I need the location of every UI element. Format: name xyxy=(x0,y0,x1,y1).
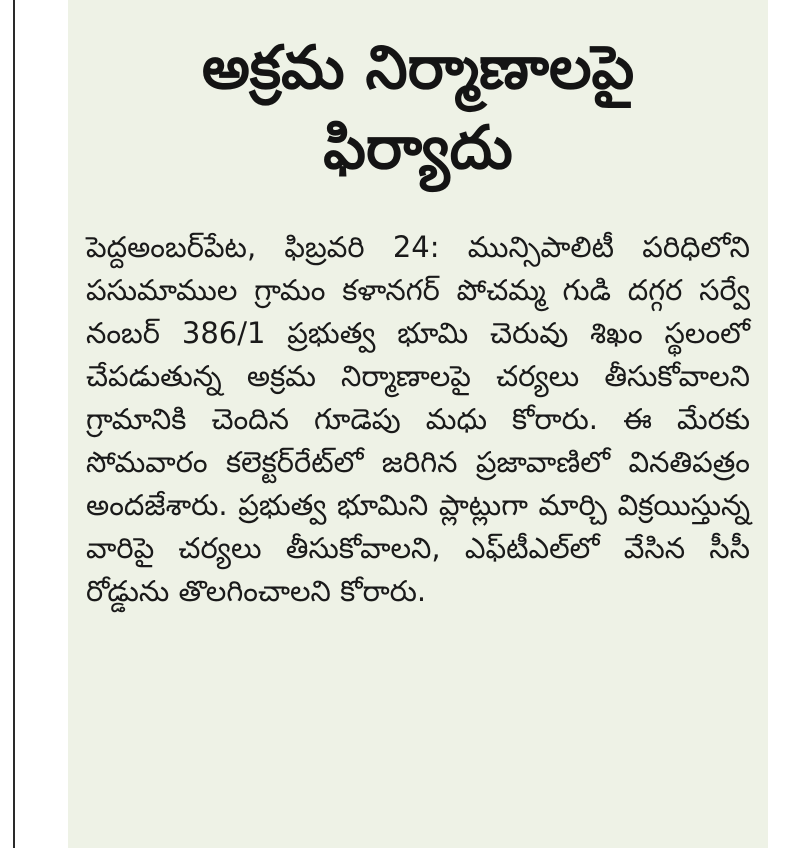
column-divider xyxy=(13,0,15,848)
news-clipping xyxy=(68,0,768,848)
headline-line-1: అక్రమ నిర్మాణాలపై xyxy=(201,33,635,103)
headline xyxy=(68,28,768,188)
article-body: పెద్దఅంబర్‌పేట, ఫిబ్రవరి 24: మున్సిపాలిటీ పరిధిలోని పసుమాముల గ్రామం కళానగర్ పోచమ్మ గుడి దగ్గర సర్వే నంబర్ 386/1 ప్రభుత్వ భూమి చెరువు శిఖం స్థలంలో చేపడుతున్న అక్రమ నిర్మాణాలపై చర్యలు తీసుకోవాలని గ్రామానికి చెందిన గూడెపు మధు కోరారు. ఈ మేరకు సోమవారం కలెక్టర్‌రేట్‌లో జరిగిన ప్రజావాణిలో వినతిపత్రం అందజేశారు. ప్రభుత్వ భూమిని ప్లాట్లుగా మార్చి విక్రయిస్తున్న వారిపై చర్యలు తీసుకోవాలని, ఎఫ్‌టీఎల్‌లో వేసిన సీసీ రోడ్డును తొలగించాలని కోరారు. xyxy=(86,230,750,608)
headline-line-2: ఫిర్యాదు xyxy=(323,113,513,183)
